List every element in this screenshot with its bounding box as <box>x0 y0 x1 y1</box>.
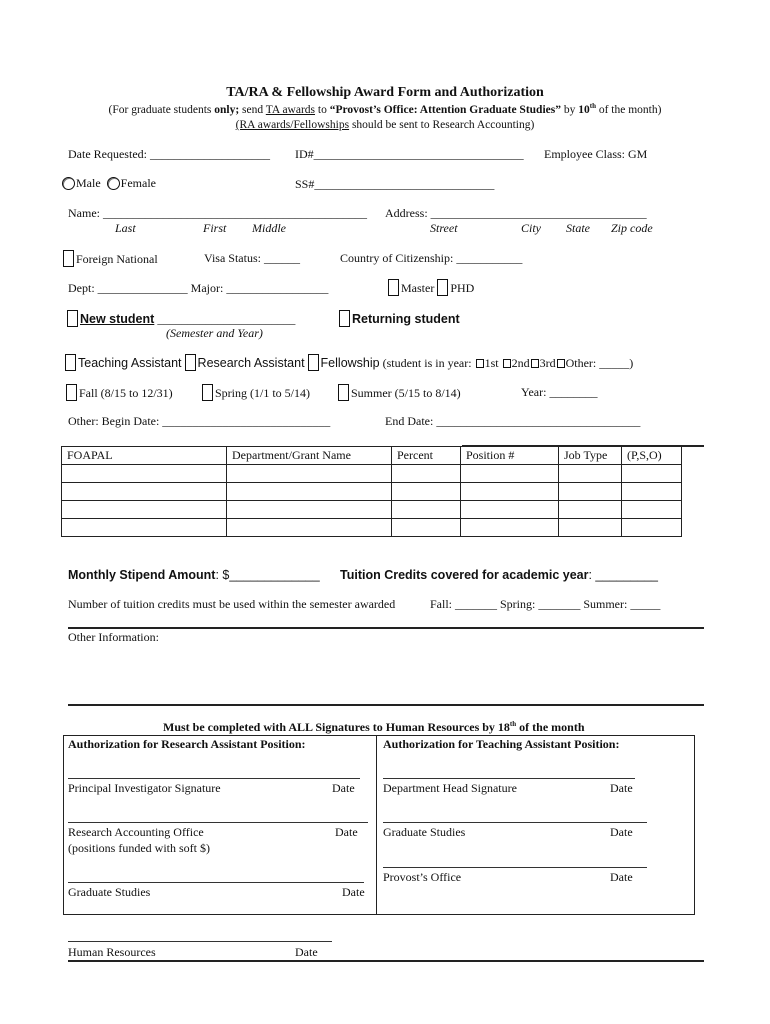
subtitle-ra-awards: (RA awards/Fellowships <box>235 119 350 131</box>
phd-checkbox[interactable] <box>437 279 448 296</box>
subtitle-provost: “Provost’s Office: Attention Graduate Studies” <box>329 104 561 116</box>
other-information-label: Other Information: <box>68 630 159 644</box>
table-cell[interactable] <box>559 465 622 483</box>
table-cell[interactable] <box>227 519 392 537</box>
table-cell[interactable] <box>227 501 392 519</box>
other-begin-date-field[interactable]: Other: Begin Date: ____________________________ <box>68 414 331 428</box>
table-cell[interactable] <box>559 501 622 519</box>
subtitle-ta-awards: TA awards <box>265 104 316 116</box>
ta-grad-studies-label: Graduate Studies <box>383 825 466 839</box>
end-date-field[interactable]: End Date: __________________________________ <box>385 414 641 428</box>
monthly-stipend-value[interactable]: : $_____________ <box>215 568 320 582</box>
address-field[interactable]: Address: ____________________________________ <box>385 206 647 220</box>
tuition-credits-note: Number of tuition credits must be used within the semester awarded <box>68 597 396 611</box>
male-label: Male <box>76 176 101 190</box>
table-cell[interactable] <box>622 483 682 501</box>
spring-checkbox[interactable] <box>202 384 213 401</box>
provost-signature-line[interactable] <box>383 867 647 868</box>
ra-authorization-title: Authorization for Research Assistant Position: <box>68 737 306 751</box>
signatures-heading-text: of the month <box>516 720 585 734</box>
ra-grad-studies-signature-line[interactable] <box>68 882 364 883</box>
subtitle-only: only; <box>214 104 240 116</box>
tuition-credits-label: Tuition Credits covered for academic year <box>340 568 589 582</box>
dept-head-date-label: Date <box>610 781 633 795</box>
table-cell[interactable] <box>392 519 461 537</box>
table-cell[interactable] <box>62 501 227 519</box>
name-field[interactable]: Name: ____________________________________________ <box>68 206 367 220</box>
address-zip-hint: Zip code <box>611 221 653 235</box>
address-street-hint: Street <box>430 221 458 235</box>
returning-student-checkbox[interactable] <box>339 310 350 327</box>
table-cell[interactable] <box>392 483 461 501</box>
ta-grad-studies-date-label: Date <box>610 825 633 839</box>
form-subtitle-2 <box>0 118 770 132</box>
table-cell[interactable] <box>461 501 559 519</box>
subtitle-text: should be sent to Research Accounting) <box>349 119 535 131</box>
year-1-label: 1st <box>484 356 502 370</box>
fall-checkbox[interactable] <box>66 384 77 401</box>
summer-option[interactable] <box>338 384 461 401</box>
research-assistant-checkbox[interactable] <box>185 354 196 371</box>
ra-grad-studies-label: Graduate Studies <box>68 885 151 899</box>
table-header: FOAPAL <box>62 447 227 465</box>
summer-label: Summer (5/15 to 8/14) <box>351 386 461 400</box>
gender-radio-group <box>62 176 156 190</box>
provost-date-label: Date <box>610 870 633 884</box>
research-assistant-label: Research Assistant <box>197 356 305 370</box>
subtitle-text: to <box>315 104 330 116</box>
subtitle-text: (For graduate students <box>108 104 215 116</box>
table-header: (P,S,O) <box>622 447 682 465</box>
table-row <box>62 519 682 537</box>
hr-signature-line[interactable] <box>68 941 332 942</box>
table-row <box>62 465 682 483</box>
table-cell[interactable] <box>62 519 227 537</box>
visa-status-field[interactable]: Visa Status: ______ <box>204 251 300 265</box>
female-radio[interactable] <box>107 177 120 190</box>
subtitle-text: by <box>560 104 579 116</box>
ta-grad-studies-signature-line[interactable] <box>383 822 647 823</box>
table-cell[interactable] <box>622 501 682 519</box>
position-type-row <box>65 354 633 371</box>
degree-options <box>388 279 474 296</box>
foapal-table <box>61 446 682 537</box>
year-3-checkbox[interactable] <box>531 359 539 368</box>
year-other-label: Other: _____) <box>565 356 634 370</box>
table-cell[interactable] <box>622 519 682 537</box>
table-header: Department/Grant Name <box>227 447 392 465</box>
dept-head-signature-label: Department Head Signature <box>383 781 517 795</box>
year-3-label: 3rd <box>539 356 556 370</box>
ra-office-label: Research Accounting Office <box>68 825 204 839</box>
name-first-hint: First <box>203 221 227 235</box>
year-2-label: 2nd <box>511 356 530 370</box>
divider <box>68 627 704 629</box>
table-cell[interactable] <box>461 519 559 537</box>
monthly-stipend-field[interactable] <box>68 568 320 582</box>
term-credits-field[interactable]: Fall: _______ Spring: _______ Summer: _____ <box>430 597 661 611</box>
table-row <box>62 483 682 501</box>
table-row <box>62 501 682 519</box>
subtitle-text: send <box>239 104 266 116</box>
address-city-hint: City <box>521 221 541 235</box>
signatures-heading-text: Must be completed with ALL Signatures to Human Resources by 18 <box>163 720 510 734</box>
year-other-checkbox[interactable] <box>557 359 565 368</box>
pi-signature-label: Principal Investigator Signature <box>68 781 221 795</box>
new-student-label: New student <box>80 312 155 326</box>
ta-authorization-title: Authorization for Teaching Assistant Position: <box>383 737 620 751</box>
divider <box>68 960 704 962</box>
form-subtitle-1 <box>0 103 770 117</box>
master-checkbox[interactable] <box>388 279 399 296</box>
semester-year-hint: (Semester and Year) <box>166 326 263 340</box>
female-label: Female <box>120 176 156 190</box>
name-middle-hint: Middle <box>252 221 286 235</box>
new-student-checkbox[interactable] <box>67 310 78 327</box>
new-student-semester-line[interactable]: _______________________ <box>154 312 296 326</box>
signature-divider <box>376 735 377 915</box>
ra-office-note: (positions funded with soft $) <box>68 841 210 855</box>
foreign-national-option[interactable] <box>63 250 158 267</box>
spring-option[interactable] <box>202 384 310 401</box>
pi-signature-line[interactable] <box>68 778 360 779</box>
form-title: TA/RA & Fellowship Award Form and Authorization <box>226 85 544 100</box>
table-header-row <box>62 447 682 465</box>
table-cell[interactable] <box>461 483 559 501</box>
fall-option[interactable] <box>66 384 173 401</box>
subtitle-text: of the month) <box>595 104 662 116</box>
table-cell[interactable] <box>227 465 392 483</box>
tuition-credits-value[interactable]: : _________ <box>588 568 658 582</box>
table-cell[interactable] <box>392 465 461 483</box>
fellowship-checkbox[interactable] <box>308 354 319 371</box>
signatures-heading <box>163 720 585 734</box>
country-of-citizenship-field[interactable]: Country of Citizenship: ___________ <box>340 251 523 265</box>
fellowship-year-note: (student is in year: <box>379 356 475 370</box>
subtitle-10: 10 <box>578 104 590 116</box>
address-state-hint: State <box>566 221 590 235</box>
table-cell[interactable] <box>227 483 392 501</box>
employee-class-label: Employee Class: GM <box>544 147 648 161</box>
spring-label: Spring (1/1 to 5/14) <box>215 386 310 400</box>
phd-label: PHD <box>450 281 475 295</box>
master-label: Master <box>401 281 435 295</box>
ss-field[interactable]: SS#______________________________ <box>295 177 495 191</box>
table-cell[interactable] <box>62 465 227 483</box>
fellowship-label: Fellowship <box>320 356 380 370</box>
ra-office-signature-line[interactable] <box>68 822 368 823</box>
ra-grad-studies-date-label: Date <box>342 885 365 899</box>
id-field[interactable]: ID#___________________________________ <box>295 147 524 161</box>
year-2-checkbox[interactable] <box>503 359 511 368</box>
date-requested-field[interactable]: Date Requested: ____________________ <box>68 147 270 161</box>
hr-label: Human Resources <box>68 945 156 959</box>
year-field[interactable]: Year: ________ <box>521 385 598 399</box>
fall-label: Fall (8/15 to 12/31) <box>79 386 173 400</box>
returning-student-label: Returning student <box>352 312 460 326</box>
year-1-checkbox[interactable] <box>476 359 484 368</box>
dept-head-signature-line[interactable] <box>383 778 635 779</box>
table-cell[interactable] <box>559 483 622 501</box>
ra-office-date-label: Date <box>335 825 358 839</box>
table-header: Position # <box>461 447 559 465</box>
male-radio[interactable] <box>62 177 75 190</box>
table-cell[interactable] <box>62 483 227 501</box>
table-header: Percent <box>392 447 461 465</box>
table-header: Job Type <box>559 447 622 465</box>
provost-label: Provost’s Office <box>383 870 462 884</box>
table-cell[interactable] <box>392 501 461 519</box>
table-cell[interactable] <box>559 519 622 537</box>
table-cell[interactable] <box>622 465 682 483</box>
teaching-assistant-label: Teaching Assistant <box>78 356 182 370</box>
divider <box>68 704 704 706</box>
new-student-option[interactable] <box>67 310 295 327</box>
pi-date-label: Date <box>332 781 355 795</box>
returning-student-option[interactable] <box>339 310 460 327</box>
foreign-national-checkbox[interactable] <box>63 250 74 267</box>
signatures-heading-th: th <box>509 720 517 728</box>
summer-checkbox[interactable] <box>338 384 349 401</box>
monthly-stipend-label: Monthly Stipend Amount <box>68 568 216 582</box>
hr-date-label: Date <box>295 945 318 959</box>
teaching-assistant-checkbox[interactable] <box>65 354 76 371</box>
tuition-credits-field[interactable] <box>340 568 658 582</box>
subtitle-th: th <box>589 102 596 111</box>
dept-major-field[interactable]: Dept: _______________ Major: _________________ <box>68 281 329 295</box>
foreign-national-label: Foreign National <box>76 252 158 266</box>
name-last-hint: Last <box>115 221 136 235</box>
table-cell[interactable] <box>461 465 559 483</box>
